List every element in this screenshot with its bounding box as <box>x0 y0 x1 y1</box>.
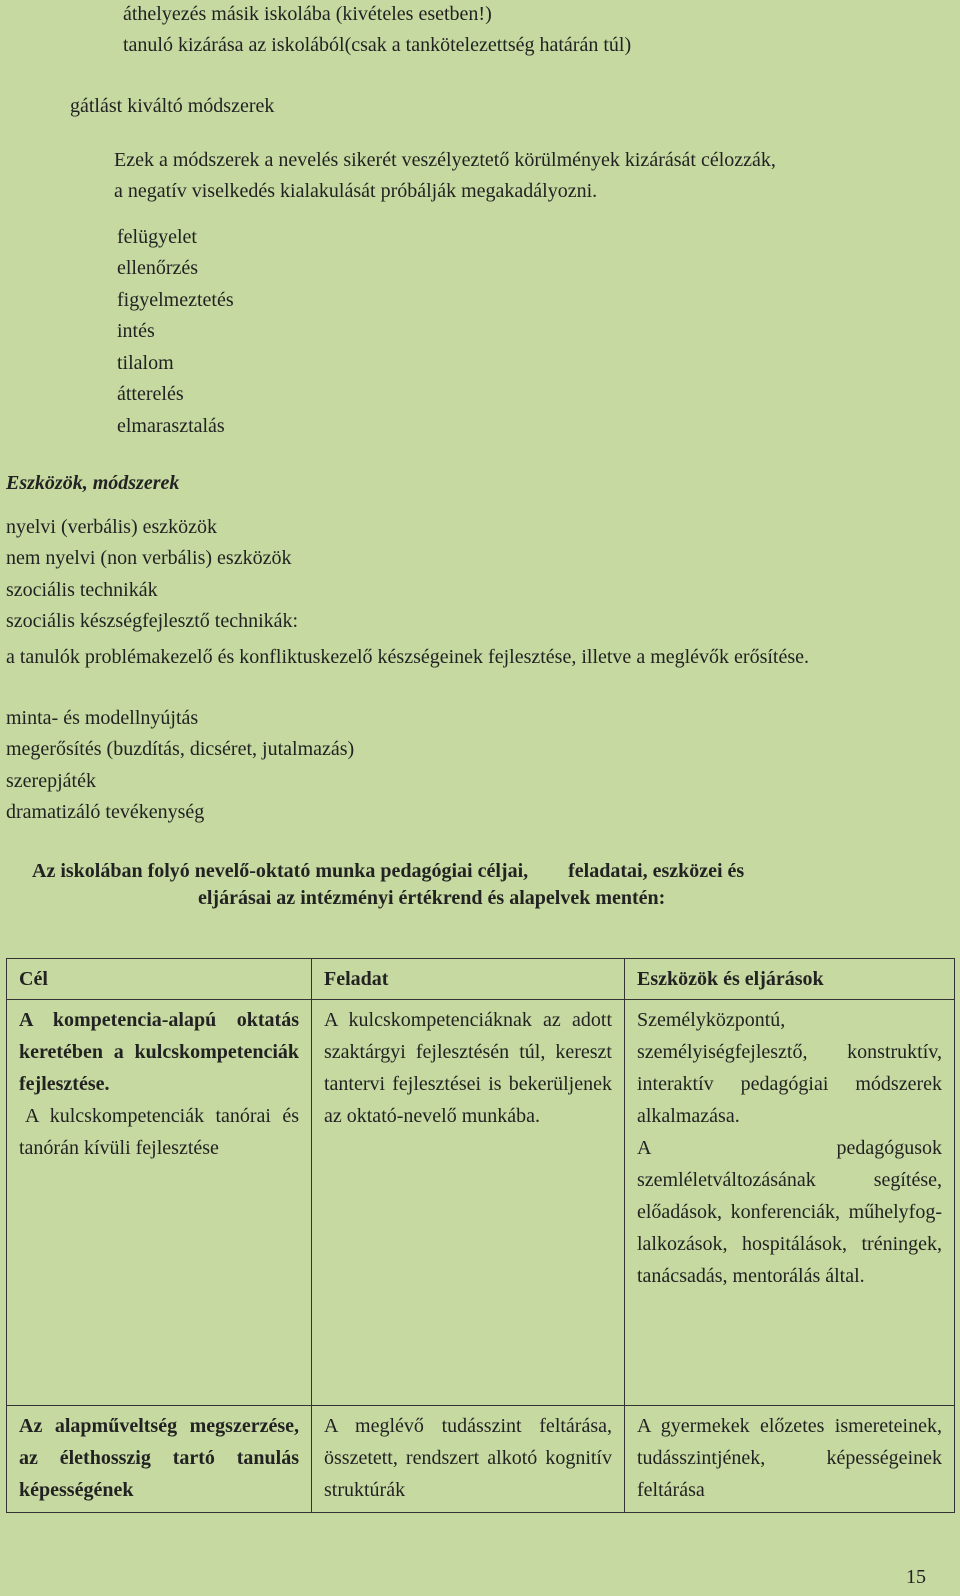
list-item: megerősítés (buzdítás, dicséret, jutalmazás) <box>6 738 355 760</box>
list-item: minta- és modellnyújtás <box>6 707 199 729</box>
list-item: ellenőrzés <box>117 257 199 279</box>
table-cell-feladat: A kulcskompetenciáknak az adott szaktárgyi fejlesztésén túl, kereszt tantervi fejlesztései is bekerüljenek az oktató-nevelő munkába. <box>312 1000 625 1406</box>
list-item: nyelvi (verbális) eszközök <box>6 516 218 538</box>
table-cell-eszkozok: A gyermekek előzetes ismereteinek, tudásszintjének, képességeinek feltárása <box>625 1406 955 1513</box>
cell-text-bold: A kompetencia-alapú oktatás keretében a kulcskompetenciák fejlesztése. <box>19 1009 299 1095</box>
cell-text: A pedagógusok szemléletváltozásának segítése, előadások, konferenciák, műhelyfog-lalkozások, hospitálások, tréningek, tanácsadás, mentorálás által. <box>637 1137 942 1287</box>
table-cell-cel <box>7 1000 312 1406</box>
list-item: szociális technikák <box>6 579 158 601</box>
section-heading: Eszközök, módszerek <box>6 472 180 494</box>
list-item: felügyelet <box>117 226 197 248</box>
table-row <box>7 1000 955 1406</box>
section-heading: gátlást kiváltó módszerek <box>70 95 275 117</box>
list-item: átterelés <box>117 383 184 405</box>
paragraph-line: Ezek a módszerek a nevelés sikerét veszélyeztető körülmények kizárását célozzák, <box>114 149 776 171</box>
table-cell-feladat: A meglévő tudásszint feltárása, összetett, rendszert alkotó kognitív struktúrák <box>312 1406 625 1513</box>
list-item: szerepjáték <box>6 770 96 792</box>
column-header-cel: Cél <box>7 959 312 1000</box>
list-item: tanuló kizárása az iskolából(csak a tankötelezettség határán túl) <box>123 34 632 56</box>
list-item: nem nyelvi (non verbális) eszközök <box>6 547 292 569</box>
cell-text: A kulcskompetenciák tanórai és tanórán kívüli fejlesztése <box>19 1105 299 1159</box>
list-item: dramatizáló tevékenység <box>6 801 205 823</box>
list-item: tilalom <box>117 352 174 374</box>
list-item: elmarasztalás <box>117 415 225 437</box>
list-item: intés <box>117 320 155 342</box>
table-row <box>7 1406 955 1513</box>
list-item: szociális készségfejlesztő technikák: <box>6 610 299 632</box>
column-header-eszkozok: Eszközök és eljárások <box>625 959 955 1000</box>
section-title: eljárásai az intézményi értékrend és alapelvek mentén: <box>198 887 666 909</box>
column-header-feladat: Feladat <box>312 959 625 1000</box>
section-title: Az iskolában folyó nevelő-oktató munka pedagógiai céljai, feladatai, eszközei és <box>32 860 745 882</box>
goals-table <box>6 958 955 1513</box>
table-cell-eszkozok <box>625 1000 955 1406</box>
cell-text: Személyközpontú, személyiségfejlesztő, konstruktív, interaktív pedagógiai módszerek alkalmazása. <box>637 1009 942 1127</box>
list-item: figyelmeztetés <box>117 289 234 311</box>
paragraph-line: a negatív viselkedés kialakulását próbálják megakadályozni. <box>114 180 598 202</box>
table-header-row <box>7 959 955 1000</box>
page-number: 15 <box>906 1566 926 1588</box>
list-item: áthelyezés másik iskolába (kivételes esetben!) <box>123 3 492 25</box>
paragraph: a tanulók problémakezelő és konfliktuskezelő készségeinek fejlesztése, illetve a meglévők erősítése. <box>6 646 810 668</box>
table-cell-cel: Az alapműveltség megszerzése, az élethosszig tartó tanulás képességének <box>7 1406 312 1513</box>
